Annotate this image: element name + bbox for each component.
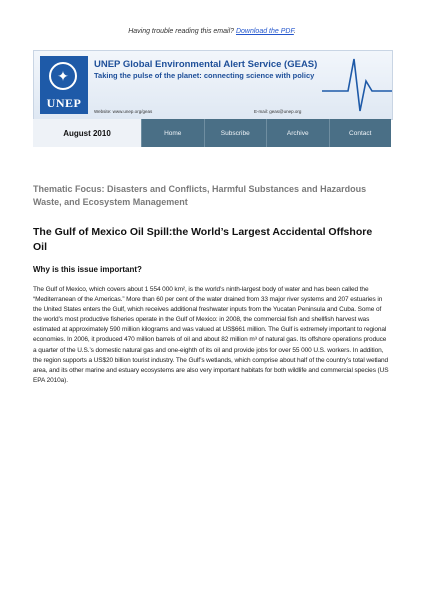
nav-subscribe[interactable]: Subscribe [204, 119, 267, 147]
pdf-notice-suffix: . [293, 28, 296, 35]
pdf-notice [0, 28, 424, 35]
unep-logo-text: UNEP [46, 96, 82, 110]
body-paragraph: The Gulf of Mexico, which covers about 1 554 000 km², is the world’s ninth-largest body of water and has been called the “Mediterranean of the Americas.” More than 60 per cent of the water drained from 33 major river systems and 207 estuaries in the United States enters the Gulf, which receives additional freshwater inputs from the Yucatan Peninsula and Cuba. Some of the world’s most productive fisheries operate in the Gulf of Mexico: in 2008, the commercial fish and shellfish harvest was estimated at approximately 590 million kilograms and was valued at US$661 million. The Gulf is extremely important to regional economies. In 2006, it produced 470 million barrels of oil and about 82 million m³ of natural gas. Its offshore operations produce a quarter of the U.S.’s domestic natural gas and one-eighth of its oil and provide jobs for over 55 000 U.S. workers. In addition, the region supports a US$20 billion tourist industry. The Gulf’s wetlands, which comprise about half of the country’s total wetland area, and its other marine and estuary ecosystems are also very important habitats for both wildlife and commercial species (US EPA 2010a). [33, 286, 389, 384]
unep-logo [40, 56, 88, 114]
nav-archive[interactable]: Archive [266, 119, 329, 147]
pdf-notice-text: Having trouble reading this email? [128, 28, 236, 35]
nav-bar [33, 119, 391, 147]
article-title: The Gulf of Mexico Oil Spill:the World’s Largest Accidental Offshore Oil [33, 226, 373, 253]
nav-contact[interactable]: Contact [329, 119, 392, 147]
pulse-line-icon [322, 51, 392, 119]
banner-title: UNEP Global Environmental Alert Service (GEAS) [94, 59, 318, 70]
section-heading: Why is this issue important? [33, 265, 142, 274]
geas-banner [33, 50, 393, 120]
issue-date: August 2010 [33, 119, 141, 147]
globe-icon: ✦ [49, 62, 77, 90]
thematic-focus: Thematic Focus: Disasters and Conflicts, Harmful Substances and Hazardous Waste, and Ecosystem Management [33, 184, 367, 207]
nav-home[interactable]: Home [141, 119, 204, 147]
download-pdf-link[interactable]: Download the PDF [235, 28, 294, 35]
banner-email: E-mail: geas@unep.org [254, 109, 302, 114]
banner-website: Website: www.unep.org/geas [94, 109, 153, 114]
banner-subtitle: Taking the pulse of the planet: connecting science with policy [94, 71, 315, 80]
